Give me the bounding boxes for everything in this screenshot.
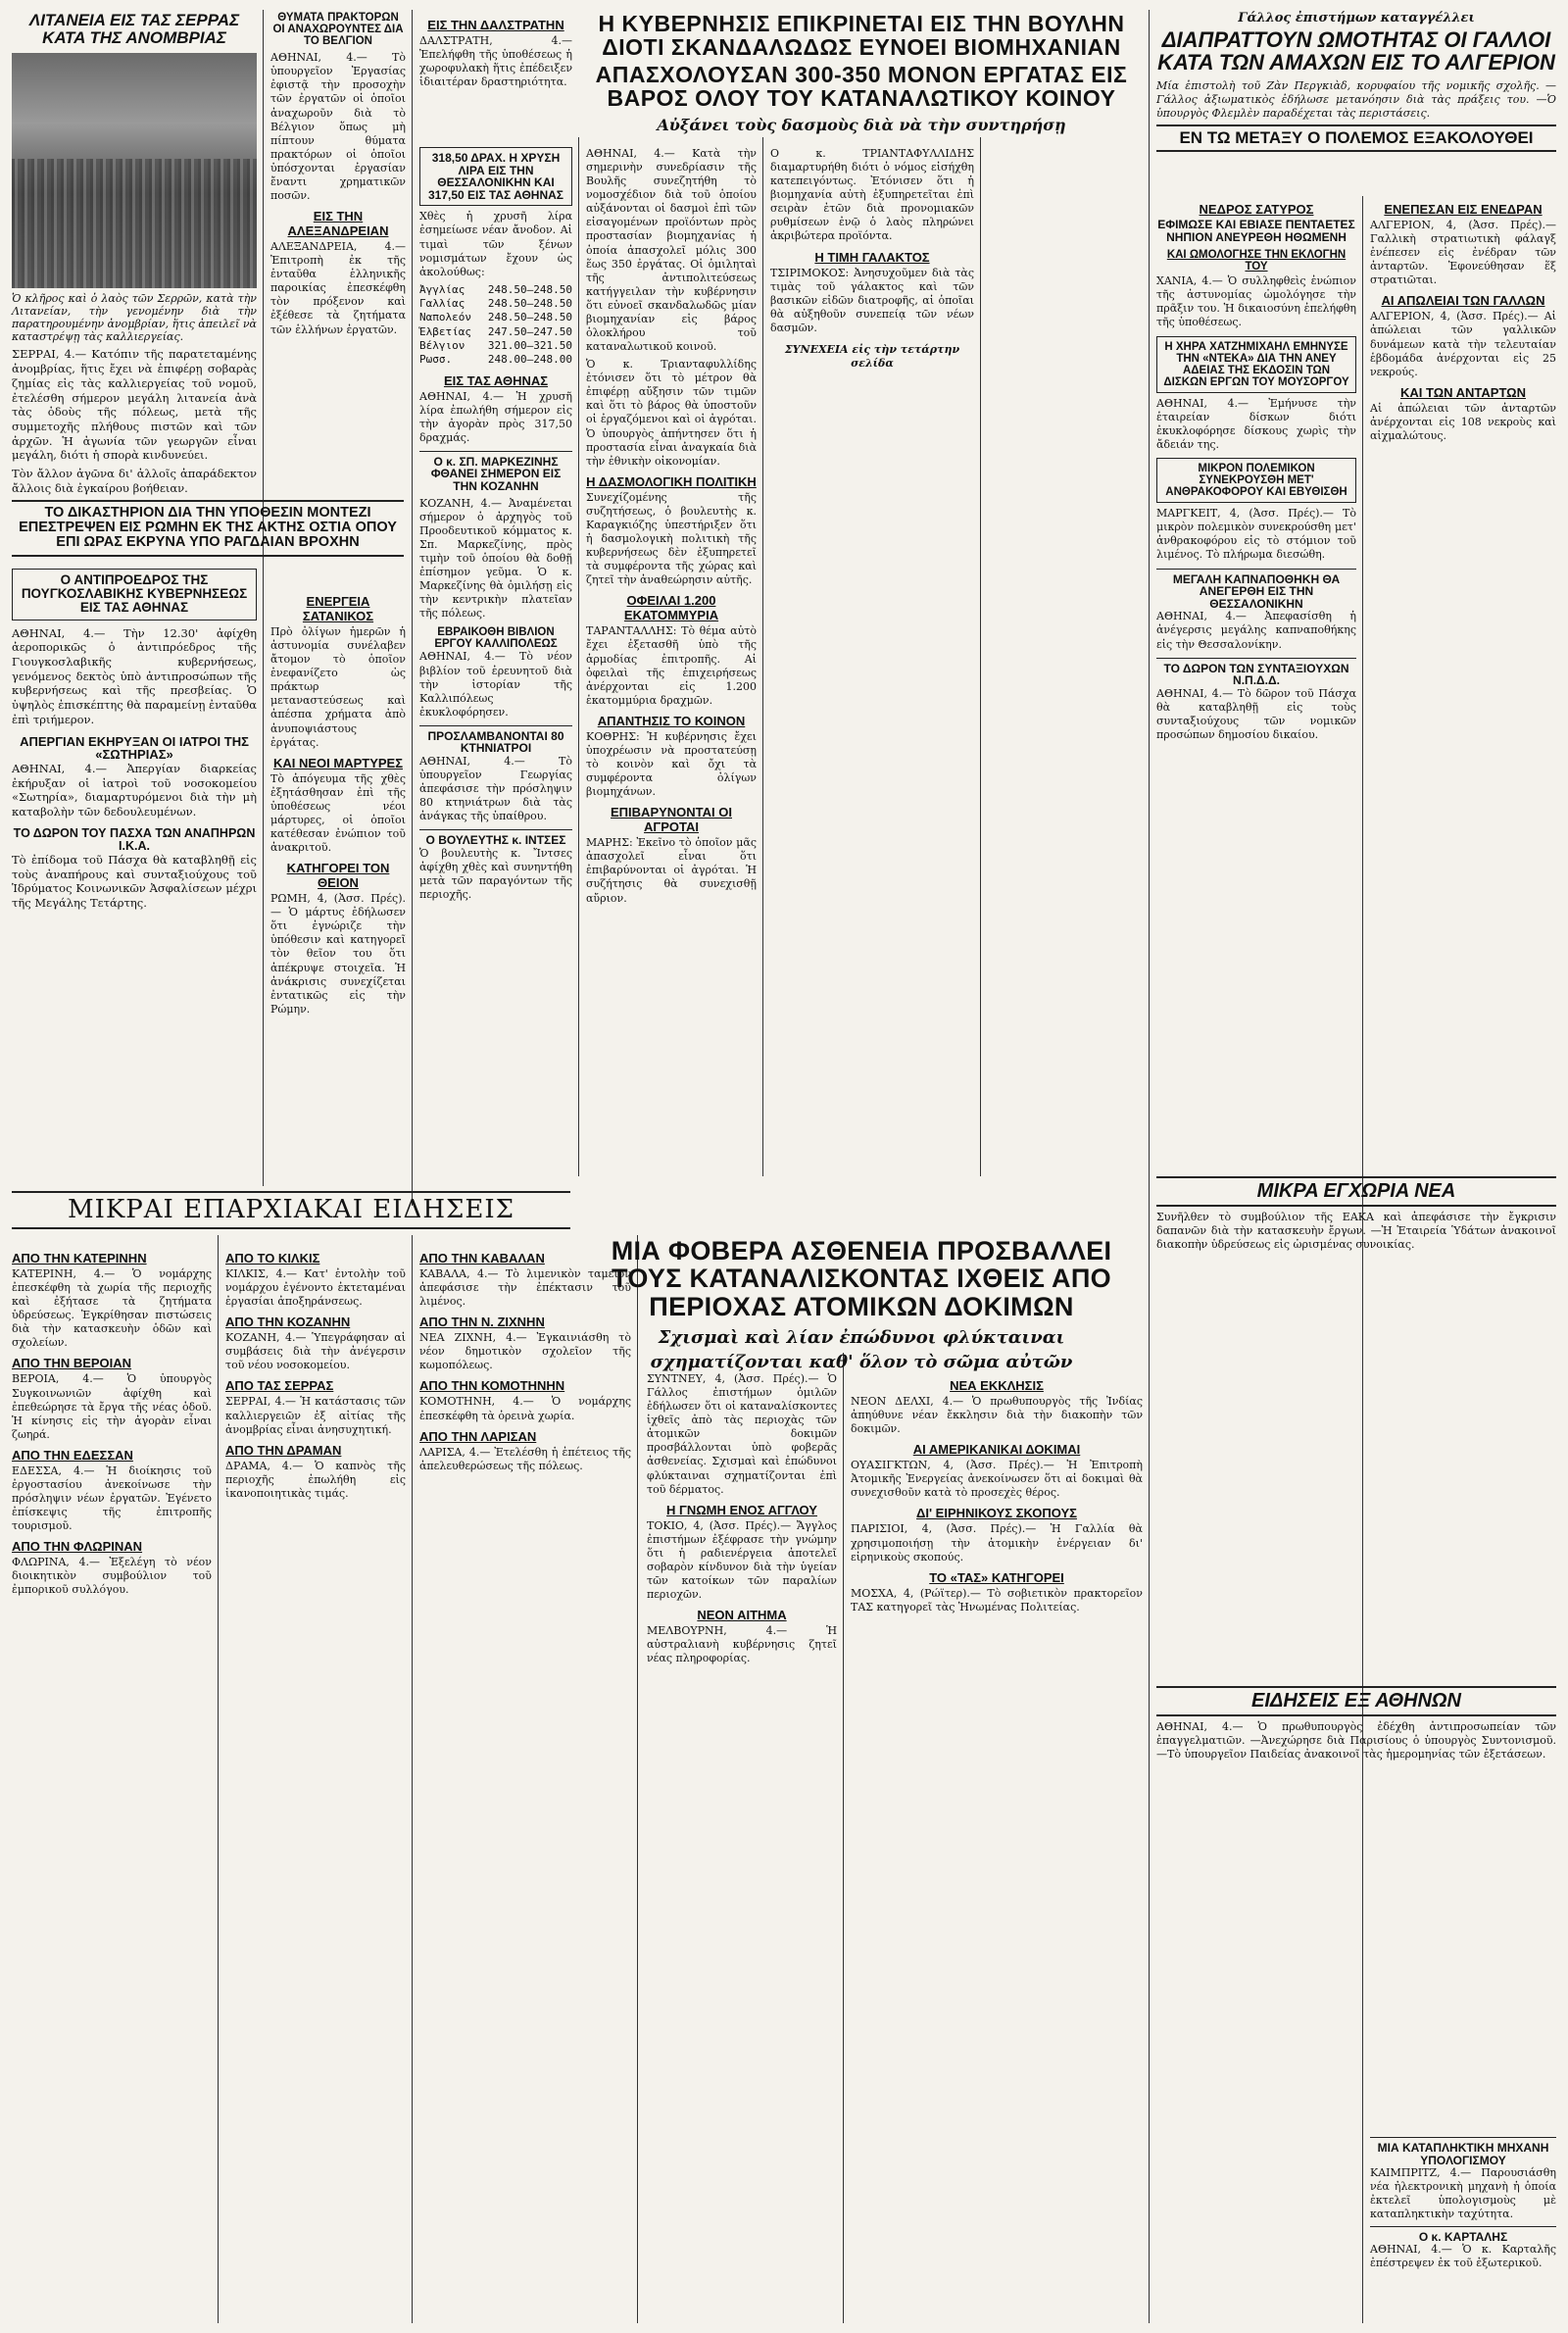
headline-pensioners: ΤΟ ΔΩΡΟΝ ΤΩΝ ΣΥΝΤΑΞΙΟΥΧΩΝ Ν.Π.Δ.Δ. <box>1156 658 1356 687</box>
section-head: ΑΠΟ ΤΗΝ ΛΑΡΙΣΑΝ <box>419 1428 537 1444</box>
article-body: ΑΛΓΕΡΙΟΝ, 4, (Ἀσσ. Πρές).— Γαλλικὴ στρατιωτικὴ φάλαγξ ἐνέπεσεν εἰς ἐνέδραν τῶν ἀνταρτῶν. Ἐφονεύθησαν ἕξ στρατιῶται. <box>1370 219 1556 287</box>
athens-news-block <box>1156 1686 1556 1765</box>
article-body: ΑΘΗΝΑΙ, 4.— Τὸ νέον βιβλίον τοῦ ἐρευνητοῦ διὰ τὴν ἱστορίαν τῆς Καλλιπόλεως ἐκυκλοφόρησεν. <box>419 650 572 719</box>
column-rule <box>637 1235 638 2323</box>
article-body: Πρὸ ὀλίγων ἡμερῶν ἡ ἀστυνομία συνέλαβεν ἄτομον τὸ ὁποῖον ἐνεφανίζετο ὡς πράκτωρ μεταναστεύσεως καὶ ἀπέσπα χρήματα ἀπὸ ἀνυποψιάστους ἐργάτας. <box>270 625 406 749</box>
article-body: ΑΘΗΝΑΙ, 4.— Ἐμήνυσε τὴν ἑταιρείαν δίσκων διότι ἐκυκλοφόρησε δίσκους χωρὶς τὴν ἄδειάν της. <box>1156 396 1356 451</box>
article-body: ΑΘΗΝΑΙ, 4.— Ἀπεφασίσθη ἡ ἀνέγερσις μεγάλης καπναποθήκης εἰς τὴν Θεσσαλονίκην. <box>1156 610 1356 651</box>
section-head: ΚΑΤΗΓΟΡΕΙ ΤΟΝ ΘΕΙΟΝ <box>286 861 390 891</box>
column-3 <box>419 12 572 93</box>
article-body: ΔΡΑΜΑ, 4.— Ὁ καπνὸς τῆς περιοχῆς ἐπωλήθη εἰς ἱκανοποιητικὰς τιμάς. <box>225 1459 406 1500</box>
headline-local-news: ΜΙΚΡΑ ΕΓΧΩΡΙΑ ΝΕΑ <box>1256 1180 1456 1202</box>
section-head: ΝΕΟΝ ΑΙΤΗΜΑ <box>697 1608 787 1623</box>
headline-mp: Ο ΒΟΥΛΕΥΤΗΣ κ. ΙΝΤΣΕΣ <box>419 829 572 847</box>
section-head: ΕΙΣ ΤΑΣ ΑΘΗΝΑΣ <box>443 372 549 388</box>
article-body: Αἱ ἀπώλειαι τῶν ἀνταρτῶν ἀνέρχονται εἰς 108 νεκροὺς καὶ αἰχμαλώτους. <box>1370 401 1556 442</box>
kicker-algeria: Γάλλος ἐπιστήμων καταγγέλλει <box>1238 11 1475 25</box>
headline-yugoslav: Ο ΑΝΤΙΠΡΟΕΔΡΟΣ ΤΗΣ ΠΟΥΓΚΟΣΛΑΒΙΚΗΣ ΚΥΒΕΡΝΗΣΕΩΣ ΕΙΣ ΤΑΣ ΑΘΗΝΑΣ <box>21 572 248 616</box>
headline-main-2: ΑΠΑΣΧΟΛΟΥΣΑΝ 300-350 ΜΟΝΟΝ ΕΡΓΑΤΑΣ ΕΙΣ ΒΑΡΟΣ ΟΛΟΥ ΤΟΥ ΚΑΤΑΝΑΛΩΤΙΚΟΥ ΚΟΙΝΟΥ <box>595 62 1128 112</box>
article-body: Χθὲς ἡ χρυσῆ λίρα ἐσημείωσε νέαν ἄνοδον. Αἱ τιμαὶ τῶν ξένων νομισμάτων ἔχουν ὡς ἀκολούθως: <box>419 210 572 278</box>
article-body: ΣΥΝΤΝΕΥ, 4, (Ἀσσ. Πρές).— Ὁ Γάλλος ἐπιστήμων ὁμιλῶν ἐδήλωσεν ὅτι οἱ καταναλίσκοντες ἰχθεῖς ἀπὸ τὰς περιοχὰς τῶν ἀτομικῶν δοκιμῶν προσβάλλονται ὑπὸ φοβερᾶς ἀσθενείας. Σχισμαὶ καὶ ἐπώδυνοι φλύκταιναι σχηματίζονται ἐπὶ τοῦ δέρματος. <box>647 1372 837 1496</box>
article-body: ΤΑΡΑΝΤΑΛΛΗΣ: Τὸ θέμα αὐτὸ ἔχει ἐξετασθῆ ὑπὸ τῆς ἁρμοδίας ἐπιτροπῆς. Αἱ ὀφειλαὶ τῆς ἐπιχειρήσεως ἀνέρχονται εἰς 1.200 ἑκατομμύρια δραχμῶν. <box>586 624 757 707</box>
section-head: ΚΑΙ ΩΜΟΛΟΓΗΣΕ ΤΗΝ ΕΚΛΟΓΗΝ ΤΟΥ <box>1166 249 1347 273</box>
column-rule <box>843 1353 844 2323</box>
currency-row: Ρωσσ. 248.00—248.00 <box>419 353 572 367</box>
article-body: ΛΑΡΙΣΑ, 4.— Ἐτελέσθη ἡ ἐπέτειος τῆς ἀπελευθερώσεως τῆς πόλεως. <box>419 1445 631 1472</box>
montesi-banner <box>12 500 404 557</box>
article-body: ΤΣΙΡΙΜΟΚΟΣ: Ἀνησυχοῦμεν διὰ τὰς τιμὰς τοῦ γάλακτος καὶ τῶν βασικῶν εἰδῶν διατροφῆς, αἱ ὁποῖαι θὰ αὐξηθοῦν συνεπείᾳ τῶν νέων δασμῶν. <box>770 266 974 334</box>
article-body: Ὁ κ. Τριανταφυλλίδης ἐτόνισεν ὅτι τὸ μέτρον θὰ ἐπιφέρῃ αὔξησιν τῶν τιμῶν καὶ ὅτι τὸ βάρος θὰ ὑποστοῦν οἱ ἐργαζόμενοι καὶ οἱ ἀγρόται. Ὁ ὑπουργὸς ἀπήντησεν ὅτι ἡ προστασία εἶναι ἀναγκαία διὰ τὴν ἐθνικὴν οἰκονομίαν. <box>586 358 757 468</box>
column-rule <box>762 137 763 1176</box>
section-head: ΝΕΔΡΟΣ ΣΑΤΥΡΟΣ <box>1199 202 1314 217</box>
right-lower-block <box>1156 1176 1556 1256</box>
section-head: ΑΠΟ ΤΗΝ ΔΡΑΜΑΝ <box>225 1442 342 1458</box>
article-body: ΣΕΡΡΑΙ, 4.— Κατόπιν τῆς παρατεταμένης ἀνομβρίας, ἥτις ἔχει νὰ ἐπιφέρῃ σοβαρὰς ζημίας εἰς τὰς καλλιεργείας τοῦ νομοῦ, ἐτελέσθη σήμερον μεγάλη λιτανεία ἀνὰ τὰς ὁδοὺς τῆς πόλεως, μετὰ τῆς συμμετοχῆς πλήθους πιστῶν καὶ τῶν ἀρχῶν. Ἡ ἀγωνία τῶν γεωργῶν εἶναι μεγάλη, διότι ἡ σπορὰ κινδυνεύει. <box>12 347 257 463</box>
section-head: ΑΠΟ ΤΑΣ ΣΕΡΡΑΣ <box>225 1378 334 1394</box>
article-body: ΡΩΜΗ, 4, (Ἀσσ. Πρές).— Ὁ μάρτυς ἐδήλωσεν ὅτι ἐγνώριζε τὴν ὑπόθεσιν καὶ κατηγορεῖ τὸν θεῖον του ὅτι ἀπέκρυψε στοιχεῖα. Ἡ ἀνάκρισις συνεχίζεται ἐντατικῶς εἰς τὴν Ρώμην. <box>270 892 406 1016</box>
headline-main: Η ΚΥΒΕΡΝΗΣΙΣ ΕΠΙΚΡΙΝΕΤΑΙ ΕΙΣ ΤΗΝ ΒΟΥΛΗΝ ΔΙΟΤΙ ΣΚΑΝΔΑΛΩΔΩΣ ΕΥΝΟΕΙ ΒΙΟΜΗΧΑΝΙΑΝ <box>598 11 1125 61</box>
right-col-a <box>1156 196 1356 746</box>
article-body: ΑΘΗΝΑΙ, 4.— Ἡ χρυσῆ λίρα ἐπωλήθη σήμερον εἰς τὴν ἀγορὰν πρὸς 317,50 δραχμάς. <box>419 389 572 444</box>
article-body: ΚΑΒΑΛΑ, 4.— Τὸ λιμενικὸν ταμεῖον ἀπεφάσισε τὴν ἐπέκτασιν τοῦ λιμένος. <box>419 1267 631 1309</box>
article-body: ΑΘΗΝΑΙ, 4.— Τὸ δῶρον τοῦ Πάσχα θὰ καταβληθῇ εἰς τοὺς συνταξιούχους τῶν νομικῶν προσώπων δημοσίου δικαίου. <box>1156 686 1356 741</box>
story-box <box>1156 336 1356 393</box>
section-head: Η ΤΙΜΗ ΓΑΛΑΚΤΟΣ <box>814 249 930 265</box>
main-headline-block <box>580 12 1143 134</box>
headline-widow: Η ΧΗΡΑ ΧΑΤΖΗΜΙΧΑΗΛ ΕΜΗΝΥΣΕ ΤΗΝ «ΝΤΕΚΑ» ΔΙΑ ΤΗΝ ΑΝΕΥ ΑΔΕΙΑΣ ΤΗΣ ΕΚΔΟΣΙΝ ΤΩΝ ΔΙΣΚΩΝ ΕΡΓΩΝ ΤΟΥ ΜΟΥΣΟΡΓΟΥ <box>1163 340 1349 388</box>
atomic-col-a <box>647 1372 837 1669</box>
column-rule <box>1149 10 1150 2323</box>
column-1-lower <box>12 569 257 915</box>
article-body: ΣΕΡΡΑΙ, 4.— Ἡ κατάστασις τῶν καλλιεργειῶν ἐξ αἰτίας τῆς ἀνομβρίας εἶναι ἀνησυχητική. <box>225 1395 406 1436</box>
section-head: ΕΙΣ ΤΗΝ ΑΛΕΞΑΝΔΡΕΙΑΝ <box>287 209 389 239</box>
section-head: ΑΠΟ ΤΗΝ ΕΔΕΣΣΑΝ <box>12 1447 133 1463</box>
atomic-col-b <box>851 1372 1143 1618</box>
right-top-block <box>1156 12 1556 152</box>
provincial-col-a <box>12 1245 212 1601</box>
section-head: ΚΑΙ ΤΩΝ ΑΝΤΑΡΤΩΝ <box>1400 384 1526 400</box>
headline-montesi: ΤΟ ΔΙΚΑΣΤΗΡΙΟΝ ΔΙΑ ΤΗΝ ΥΠΟΘΕΣΙΝ ΜΟΝΤΕΖΙ ΕΠΕΣΤΡΕΨΕΝ ΕΙΣ ΡΩΜΗΝ ΕΚ ΤΗΣ ΑΚΤΗΣ ΟΣΤΙΑ ΟΠΟΥ ΕΠΙ ΩΡΑΣ ΕΚΡΥΝΑ ΥΠΟ ΡΑΓΔΑΙΑΝ ΒΡΟΧΗΝ <box>19 505 397 551</box>
subhead-atomic-2: σχηματίζονται καθ' ὅλον τὸ σῶμα αὐτῶν <box>650 1351 1073 1372</box>
section-head: ΑΠΟ ΤΗΝ Ν. ΖΙΧΝΗΝ <box>419 1315 545 1330</box>
photo-litany <box>12 53 257 288</box>
headline-kartalis: Ο κ. ΚΑΡΤΑΛΗΣ <box>1370 2226 1556 2244</box>
section-head: ΤΟ «ΤΑΣ» ΚΑΤΗΓΟΡΕΙ <box>929 1569 1064 1585</box>
article-body: ΑΘΗΝΑΙ, 4.— Τὴν 12.30' ἀφίχθη ἀεροπορικῶς ὁ ἀντιπρόεδρος τῆς Γιουγκοσλαβικῆς κυβερνήσεως, γενόμενος δεκτὸς ὑπὸ ἀντιπροσώπων τῆς κυβερνήσεως καὶ τῆς πρεσβείας. Ὁ ὑψηλὸς ἐπισκέπτης θὰ παραμείνῃ ἐνταῦθα ἐπὶ τριήμερον. <box>12 625 257 726</box>
column-2 <box>270 12 406 341</box>
headline-litany: ΛΙΤΑΝΕΙΑ ΕΙΣ ΤΑΣ ΣΕΡΡΑΣ ΚΑΤΑ ΤΗΣ ΑΝΟΜΒΡΙΑΣ <box>28 11 240 47</box>
article-body: ΦΛΩΡΙΝΑ, 4.— Ἐξελέγη τὸ νέον διοικητικὸν συμβούλιον τοῦ ἐμπορικοῦ συλλόγου. <box>12 1556 212 1597</box>
headline-gold-pound: 318,50 ΔΡΑΧ. Η ΧΡΥΣΗ ΛΙΡΑ ΕΙΣ ΤΗΝ ΘΕΣΣΑΛΟΝΙΚΗΝ ΚΑΙ 317,50 ΕΙΣ ΤΑΣ ΑΘΗΝΑΣ <box>428 151 564 202</box>
headline-tobacco: ΜΕΓΑΛΗ ΚΑΠΝΑΠΟΘΗΚΗ ΘΑ ΑΝΕΓΕΡΘΗ ΕΙΣ ΤΗΝ ΘΕΣΣΑΛΟΝΙΚΗΝ <box>1156 569 1356 611</box>
article-body: ΜΟΣΧΑ, 4, (Ρώϊτερ).— Τὸ σοβιετικὸν πρακτορεῖον ΤΑΣ κατηγορεῖ τὰς Ἡνωμένας Πολιτείας. <box>851 1586 1143 1613</box>
section-head: Η ΔΑΣΜΟΛΟΓΙΚΗ ΠΟΛΙΤΙΚΗ <box>586 473 757 489</box>
section-head: ΑΙ ΑΜΕΡΙΚΑΝΙΚΑΙ ΔΟΚΙΜΑΙ <box>912 1442 1081 1458</box>
article-body: ΚΑΙΜΠΡΙΤΖ, 4.— Παρουσιάσθη νέα ἠλεκτρονικὴ μηχανὴ ἡ ὁποία ἐκτελεῖ ὑπολογισμοὺς μὲ καταπληκτικὴν ταχύτητα. <box>1370 2166 1556 2221</box>
article-body: ΚΟΘΡΗΣ: Ἡ κυβέρνησις ἔχει ὑποχρέωσιν νὰ προστατεύσῃ τὸ κοινὸν καὶ ὄχι τὰ συμφέροντα ὀλίγων βιομηχάνων. <box>586 729 757 799</box>
section-head: Η ΓΝΩΜΗ ΕΝΟΣ ΑΓΓΛΟΥ <box>666 1502 817 1517</box>
section-head: ΕΠΙΒΑΡΥΝΟΝΤΑΙ ΟΙ ΑΓΡΟΤΑΙ <box>611 805 732 835</box>
column-2-lower <box>270 588 406 1020</box>
story-box <box>1156 458 1356 503</box>
local-news-banner <box>1156 1176 1556 1207</box>
article-body: ΜΕΛΒΟΥΡΝΗ, 4.— Ἡ αὐστραλιανὴ κυβέρνησις ζητεῖ νέας πληροφορίας. <box>647 1624 837 1665</box>
article-body: ΝΕΑ ΖΙΧΝΗ, 4.— Ἐγκαινιάσθη τὸ νέον δημοτικὸν σχολεῖον τῆς κωμοπόλεως. <box>419 1331 631 1372</box>
headline-atomic: ΜΙΑ ΦΟΒΕΡΑ ΑΣΘΕΝΕΙΑ ΠΡΟΣΒΑΛΛΕΙ ΤΟΥΣ ΚΑΤΑΝΑΛΙΣΚΟΝΤΑΣ ΙΧΘΕΙΣ ΑΠΟ ΠΕΡΙΟΧΑΣ ΑΤΟΜΙΚΩΝ ΔΟΚΙΜΩΝ <box>611 1236 1112 1321</box>
headline-book: ΕΒΡΑΙΚΟΘΗ ΒΙΒΛΙΟΝ ΕΡΓΟΥ ΚΑΛΛΙΠΟΛΕΩΣ <box>434 626 558 651</box>
column-rule <box>263 10 264 1186</box>
headline-athens-news: ΕΙΔΗΣΕΙΣ ΕΞ ΑΘΗΝΩΝ <box>1251 1690 1461 1712</box>
gold-box <box>419 147 572 206</box>
currency-row: Γαλλίας 248.50—248.50 <box>419 297 572 311</box>
currency-row: Βέλγιον 321.00—321.50 <box>419 338 572 352</box>
headline-belgium: ΘΥΜΑΤΑ ΠΡΑΚΤΟΡΩΝ ΟΙ ΑΝΑΧΩΡΟΥΝΤΕΣ ΔΙΑ ΤΟ ΒΕΛΓΙΟΝ <box>272 12 404 48</box>
computer-story <box>1370 2137 1556 2274</box>
section-head: ΕΝΕΡΓΕΙΑ ΣΑΤΑΝΙΚΟΣ <box>302 594 374 623</box>
article-body: ΜΑΡΓΚΕΙΤ, 4, (Ἀσσ. Πρές).— Τὸ μικρὸν πολεμικὸν συνεκρούσθη μετ' ἀνθρακοφόρου εἰς τὸ στόμιον τοῦ λιμένος. Τὸ πλήρωμα διεσώθη. <box>1156 507 1356 562</box>
article-body: Ο κ. ΤΡΙΑΝΤΑΦΥΛΛΙΔΗΣ διαμαρτυρήθη διότι ὁ νόμος εἰσήχθη κατεπειγόντως. Ἐτόνισεν ὅτι ἡ βιομηχανία αὐτὴ ἐξυπηρετεῖται ἐπὶ σειρὰν ἐτῶν διὰ προνομιακῶν ρυθμίσεων ἐνῷ ὁ λαὸς πληρώνει ἀκριβώτερα προϊόντα. <box>770 147 974 243</box>
article-body: ΚΟΜΟΤΗΝΗ, 4.— Ὁ νομάρχης ἐπεσκέφθη τὰ ὀρεινὰ χωρία. <box>419 1395 631 1422</box>
article-body: ΚΙΛΚΙΣ, 4.— Κατ' ἐντολὴν τοῦ νομάρχου ἐγένοντο ἐκτεταμέναι ἐργασίαι ἀποξηράνσεως. <box>225 1267 406 1309</box>
section-head: ΔΙ' ΕΙΡΗΝΙΚΟΥΣ ΣΚΟΠΟΥΣ <box>916 1506 1077 1521</box>
article-body: ΚΑΤΕΡΙΝΗ, 4.— Ὁ νομάρχης ἐπεσκέφθη τὰ χωρία τῆς περιοχῆς καὶ ἐξήτασε τὰ ζητήματα ὑδρεύσεως. Ἐγκρίθησαν πιστώσεις διὰ τὴν κατασκευὴν ὁδῶν καὶ σχολείων. <box>12 1267 212 1350</box>
article-intro: Μία ἐπιστολὴ τοῦ Ζὰν Περγκιὰδ, κορυφαίου τῆς νομικῆς σχολῆς. —Γάλλος ἀξιωματικὸς ἐδήλωσε μετανόησιν διὰ τὰς πράξεις του. —Ὁ ὑπουργὸς Φλεμλὲν παραδέχεται τὰς περιστάσεις. <box>1156 79 1556 121</box>
currency-row: Ἀγγλίας 248.50—248.50 <box>419 282 572 296</box>
column-rule <box>980 137 981 1176</box>
section-head: ΟΦΕΙΛΑΙ 1.200 ΕΚΑΤΟΜΜΥΡΙΑ <box>623 593 719 623</box>
section-head: ΝΕΑ ΕΚΚΛΗΣΙΣ <box>950 1378 1044 1393</box>
column-1 <box>12 12 257 500</box>
article-body: ΑΛΕΞΑΝΔΡΕΙΑ, 4.— Ἐπιτροπὴ ἐκ τῆς ἐνταῦθα ἑλληνικῆς παροικίας ἐπεσκέφθη τὸν πρόξενον καὶ ἐξέθεσε τὰ ζητήματα τῶν ἑλλήνων ἐργατῶν. <box>270 240 406 336</box>
story-box <box>12 569 257 620</box>
article-body: ΜΑΡΗΣ: Ἐκεῖνο τὸ ὁποῖον μᾶς ἀπασχολεῖ εἶναι ὅτι ἐπιβαρύνονται οἱ ἀγρόται. Ἡ συζήτησις θὰ συνεχισθῇ αὔριον. <box>586 836 757 905</box>
currency-row: Ναπολεόν 248.50—248.50 <box>419 311 572 324</box>
continued-note: ΣΥΝΕΧΕΙΑ εἰς τὴν τετάρτην σελίδα <box>784 342 960 371</box>
article-body: ΟΥΑΣΙΓΚΤΩΝ, 4, (Ἀσσ. Πρές).— Ἡ Ἐπιτροπὴ Ἀτομικῆς Ἐνεργείας ἀνεκοίνωσεν ὅτι αἱ δοκιμαὶ θὰ συνεχισθοῦν κατὰ τὸ προσεχὲς θέρος. <box>851 1459 1143 1500</box>
headline-computer: ΜΙΑ ΚΑΤΑΠΛΗΚΤΙΚΗ ΜΗΧΑΝΗ ΥΠΟΛΟΓΙΣΜΟΥ <box>1370 2137 1556 2166</box>
subhead-main: Αὐξάνει τοὺς δασμοὺς διὰ νὰ τὴν συντηρήσῃ <box>657 115 1066 134</box>
column-rule <box>412 10 413 1206</box>
article-body: Τὸ ἀπόγευμα τῆς χθὲς ἐξητάσθησαν ἐπὶ τῆς ὑποθέσεως νέοι μάρτυρες, οἱ ὁποῖοι κατέθεσαν ἐνώπιον τοῦ ἀνακριτοῦ. <box>270 771 406 855</box>
column-rule <box>1362 196 1363 2323</box>
currency-table <box>419 283 572 368</box>
main-col-b <box>770 147 974 374</box>
currency-row: Ἑλβετίας 247.50—247.50 <box>419 324 572 338</box>
headline-markezinis: Ο κ. ΣΠ. ΜΑΡΚΕΖΙΝΗΣ ΦΘΑΝΕΙ ΣΗΜΕΡΟΝ ΕΙΣ ΤΗΝ ΚΟΖΑΝΗΝ <box>419 451 572 493</box>
article-body: ΑΘΗΝΑΙ, 4.— Ὁ κ. Καρταλῆς ἐπέστρεψεν ἐκ τοῦ ἐξωτερικοῦ. <box>1370 2243 1556 2270</box>
column-3-lower <box>419 147 572 906</box>
war-banner <box>1156 124 1556 152</box>
provincial-banner <box>12 1191 570 1229</box>
column-rule <box>412 1235 413 2323</box>
provincial-col-c <box>419 1245 631 1477</box>
headline-vets: ΠΡΟΣΛΑΜΒΑΝΟΝΤΑΙ 80 ΚΤΗΝΙΑΤΡΟΙ <box>419 725 572 755</box>
main-col-a <box>586 147 757 910</box>
provincial-col-b <box>225 1245 406 1505</box>
article-body: ΑΘΗΝΑΙ, 4.— Κατὰ τὴν σημερινὴν συνεδρίασιν τῆς Βουλῆς συνεζητήθη τὸ νομοσχέδιον διὰ τοῦ ὁποίου αὐξάνονται οἱ δασμοὶ ἐπὶ τῶν εἰσαγομένων προϊόντων πρὸς προστασίαν βιομηχανίας ἡ ὁποία ἀπασχολεῖ μόλις 300 ἕως 350 ἐργάτας. Οἱ ὁμιληταὶ τῆς ἀντιπολιτεύσεως κατήγγειλαν τὴν κυβέρνησιν ὅτι εὐνοεῖ σκανδαλωδῶς μίαν βιομηχανίαν εἰς βάρος ὁλοκλήρου τοῦ καταναλωτικοῦ κοινοῦ. <box>586 147 757 354</box>
subhead-atomic-1: Σχισμαὶ καὶ λίαν ἐπώδυνοι φλύκταιναι <box>658 1327 1065 1349</box>
article-body: ΧΑΝΙΑ, 4.— Ὁ συλληφθεὶς ἐνώπιον τῆς ἀστυνομίας ὡμολόγησε τὴν πρᾶξιν του. Ἡ δικαιοσύνη ἐπελήφθη τῆς ὑποθέσεως. <box>1156 274 1356 329</box>
article-body: ΑΘΗΝΑΙ, 4.— Ἀπεργίαν διαρκείας ἐκήρυξαν οἱ ἰατροὶ τοῦ νοσοκομείου «Σωτηρία», διαμαρτυρόμενοι διὰ τὴν μὴ καταβολὴν τῶν δεδουλευμένων. <box>12 761 257 819</box>
article-body: ΑΛΓΕΡΙΟΝ, 4, (Ἀσσ. Πρές).— Αἱ ἀπώλειαι τῶν γαλλικῶν δυνάμεων κατὰ τὴν τελευταίαν ἑβδομάδα ἀνέρχονται εἰς 25 νεκρούς. <box>1370 310 1556 378</box>
section-head: ΑΠΟ ΤΗΝ ΚΑΒΑΛΑΝ <box>419 1251 545 1266</box>
article-body: ΒΕΡΟΙΑ, 4.— Ὁ ὑπουργὸς Συγκοινωνιῶν ἀφίχθη καὶ ἐπεθεώρησε τὰ ἔργα τῆς νέας ὁδοῦ. Ἡ κίνησις εἰς τὴν ἀγορὰν εἶναι ζωηρά. <box>12 1372 212 1441</box>
section-head: ΑΠΟ ΤΗΝ ΒΕΡΟΙΑΝ <box>12 1356 132 1371</box>
article-body: ΕΔΕΣΣΑ, 4.— Ἡ διοίκησις τοῦ ἐργοστασίου ἀνεκοίνωσε τὴν πρόσληψιν νέων ἐργατῶν. Ἐγένετο ἐπίσκεψις τῆς ἐπιτροπῆς τουρισμοῦ. <box>12 1464 212 1533</box>
article-body: Τὸν ἄλλον ἀγῶνα δι' ἀλλοῖς ἀπαράδεκτον ἄλλοις διὰ ἐγκαίρου βοήθειαν. <box>12 467 257 495</box>
right-col-b <box>1370 196 1556 447</box>
section-head: ΑΙ ΑΠΩΛΕΙΑΙ ΤΩΝ ΓΑΛΛΩΝ <box>1381 293 1545 309</box>
article-body: ΔΑΛΣΤΡΑΤΗ, 4.— Ἐπελήφθη τῆς ὑποθέσεως ἡ χωροφυλακὴ ἥτις ἐπέδειξεν ἰδιαιτέραν δραστηριότητα. <box>419 34 572 89</box>
article-body: Ὁ βουλευτὴς κ. Ἴντσες ἀφίχθη χθὲς καὶ συνηντήθη μετὰ τῶν παραγόντων τῆς περιοχῆς. <box>419 847 572 902</box>
section-head: ΕΝΕΠΕΣΑΝ ΕΙΣ ΕΝΕΔΡΑΝ <box>1384 202 1543 217</box>
section-head: ΚΑΙ ΝΕΟΙ ΜΑΡΤΥΡΕΣ <box>272 755 404 770</box>
section-head: ΕΙΣ ΤΗΝ ΔΑΛΣΤΡΑΤΗΝ <box>427 18 564 32</box>
column-rule <box>218 1235 219 2323</box>
athens-news-banner <box>1156 1686 1556 1716</box>
headline-provincial: ΜΙΚΡΑΙ ΕΠΑΡΧΙΑΚΑΙ ΕΙΔΗΣΕΙΣ <box>67 1195 515 1224</box>
article-body: ΑΘΗΝΑΙ, 4.— Τὸ ὑπουργεῖον Ἐργασίας ἐφιστᾷ τὴν προσοχὴν τῶν ἐργατῶν οἱ ὁποῖοι ἀναχωροῦν διὰ τὸ Βέλγιον ὅπως μὴ πίπτουν θύματα πρακτόρων οἱ ὁποῖοι ὑπόσχονται ἐργασίαν ἔναντι χρηματικῶν ποσῶν. <box>270 51 406 202</box>
section-head: ΑΠΟ ΤΗΝ ΚΟΖΑΝΗΝ <box>225 1315 351 1330</box>
article-body: Τὸ ἐπίδομα τοῦ Πάσχα θὰ καταβληθῇ εἰς τοὺς ἀναπήρους καὶ συνταξιούχους τοῦ Ἱδρύματος Κοινωνικῶν Ἀσφαλίσεων μέχρι τῆς Μεγάλης Τετάρτης. <box>12 852 257 911</box>
article-body: Συνεχίζομένης τῆς συζητήσεως, ὁ βουλευτὴς κ. Καραγκιόζης ὑπεστήριξεν ὅτι ἡ δασμολογικὴ πολιτικὴ τῆς κυβερνήσεως δὲν ἐξυπηρετεῖ τὰ συμφέροντα τῆς χώρας καὶ ζητεῖ τὴν ἀναθεώρησιν αὐτῆς. <box>586 490 757 587</box>
column-rule <box>578 137 579 1176</box>
section-head: ΑΠΟ ΤΗΝ ΚΑΤΕΡΙΝΗΝ <box>12 1251 147 1266</box>
article-body: ΝΕΟΝ ΔΕΛΧΙ, 4.— Ὁ πρωθυπουργὸς τῆς Ἰνδίας ἀπηύθυνε νέαν ἔκκλησιν διὰ τὴν διακοπὴν τῶν δοκιμῶν. <box>851 1395 1143 1436</box>
headline-easter-gift: ΤΟ ΔΩΡΟΝ ΤΟΥ ΠΑΣΧΑ ΤΩΝ ΑΝΑΠΗΡΩΝ Ι.Κ.Α. <box>13 825 256 853</box>
article-body: ΚΟΖΑΝΗ, 4.— Ἀναμένεται σήμερον ὁ ἀρχηγὸς τοῦ Προοδευτικοῦ κόμματος κ. Σπ. Μαρκεζίνης, πρὸς τιμὴν τοῦ ὁποίου θὰ δοθῇ ἐπίσημον γεῦμα. Ὁ κ. Μαρκεζίνης θὰ ὁμιλήσῃ εἰς τὴν κεντρικὴν πλατεῖαν τῆς πόλεως. <box>419 496 572 620</box>
section-head: ΑΠΑΝΤΗΣΙΣ ΤΟ ΚΟΙΝΟΝ <box>597 713 746 728</box>
headline-warship: ΜΙΚΡΟΝ ΠΟΛΕΜΙΚΟΝ ΣΥΝΕΚΡΟΥΣΘΗ ΜΕΤ' ΑΝΘΡΑΚΟΦΟΡΟΥ ΚΑΙ ΕΒΥΘΙΣΘΗ <box>1165 463 1348 499</box>
atomic-headline-block <box>580 1237 1143 1372</box>
article-body: ΚΟΖΑΝΗ, 4.— Ὑπεγράφησαν αἱ συμβάσεις διὰ τὴν ἀνέγερσιν τοῦ νέου νοσοκομείου. <box>225 1331 406 1372</box>
article-body: ΠΑΡΙΣΙΟΙ, 4, (Ἀσσ. Πρές).— Ἡ Γαλλία θὰ χρησιμοποιήσῃ τὴν ἀτομικὴν ἐνέργειαν δι' εἰρηνικοὺς σκοπούς. <box>851 1522 1143 1564</box>
article-body: ΤΟΚΙΟ, 4, (Ἀσσ. Πρές).— Ἄγγλος ἐπιστήμων ἐξέφρασε τὴν γνώμην ὅτι ἡ ραδιενέργεια ἀποτελεῖ σοβαρὸν κίνδυνον διὰ τὴν ὑγείαν τῶν κατοίκων τῶν παραλίων περιοχῶν. <box>647 1518 837 1602</box>
headline-algeria: ΔΙΑΠΡΑΤΤΟΥΝ ΩΜΟΤΗΤΑΣ ΟΙ ΓΑΛΛΟΙ ΚΑΤΑ ΤΩΝ ΑΜΑΧΩΝ ΕΙΣ ΤΟ ΑΛΓΕΡΙΟΝ <box>1157 26 1555 75</box>
headline-war: ΕΝ ΤΩ ΜΕΤΑΞΥ Ο ΠΟΛΕΜΟΣ ΕΞΑΚΟΛΟΥΘΕΙ <box>1179 128 1534 148</box>
section-head: ΑΠΟ ΤΟ ΚΙΛΚΙΣ <box>225 1251 320 1266</box>
article-body: Συνῆλθεν τὸ συμβούλιον τῆς ΕΑΚΑ καὶ ἀπεφάσισε τὴν ἔγκρισιν δαπανῶν διὰ τὴν κατασκευὴν ἔργων. —Ἡ Ἑταιρεία Ὑδάτων ἀνακοινοῖ διακοπὴν ὑδρεύσεως εἰς ὡρισμένας συνοικίας. <box>1156 1211 1556 1252</box>
section-head: ΑΠΟ ΤΗΝ ΚΟΜΟΤΗΝΗΝ <box>419 1378 565 1394</box>
headline-crime: ΕΦΙΜΩΣΕ ΚΑΙ ΕΒΙΑΣΕ ΠΕΝΤΑΕΤΕΣ ΝΗΠΙΟΝ ΑΝΕΥΡΕΘΗ ΗΘΩΜΕΝΗ <box>1157 218 1355 244</box>
article-body: ΑΘΗΝΑΙ, 4.— Ὁ πρωθυπουργὸς ἐδέχθη ἀντιπροσωπείαν τῶν ἐπαγγελματιῶν. —Ἀνεχώρησε διὰ Παρισίους ὁ ὑπουργὸς Συντονισμοῦ. —Τὸ ὑπουργεῖον Παιδείας ἀνακοινοῖ τὰς ἡμερομηνίας τῶν ἐξετάσεων. <box>1156 1720 1556 1762</box>
headline-doctors-strike: ΑΠΕΡΓΙΑΝ ΕΚΗΡΥΞΑΝ ΟΙ ΙΑΤΡΟΙ ΤΗΣ «ΣΩΤΗΡΙΑΣ» <box>20 733 249 763</box>
photo-caption: Ὁ κλῆρος καὶ ὁ λαὸς τῶν Σερρῶν, κατὰ τὴν Λιτανείαν, τὴν γενομένην διὰ τὴν παρατηρουμένην ἀνομβρίαν, ἥτις ἀπειλεῖ νὰ καταστρέψῃ τὰς καλλιεργείας. <box>12 291 257 344</box>
article-body: ΑΘΗΝΑΙ, 4.— Τὸ ὑπουργεῖον Γεωργίας ἀπεφάσισε τὴν πρόσληψιν 80 κτηνιάτρων διὰ τὰς ἀνάγκας τῆς ὑπαίθρου. <box>419 755 572 823</box>
section-head: ΑΠΟ ΤΗΝ ΦΛΩΡΙΝΑΝ <box>12 1539 143 1555</box>
